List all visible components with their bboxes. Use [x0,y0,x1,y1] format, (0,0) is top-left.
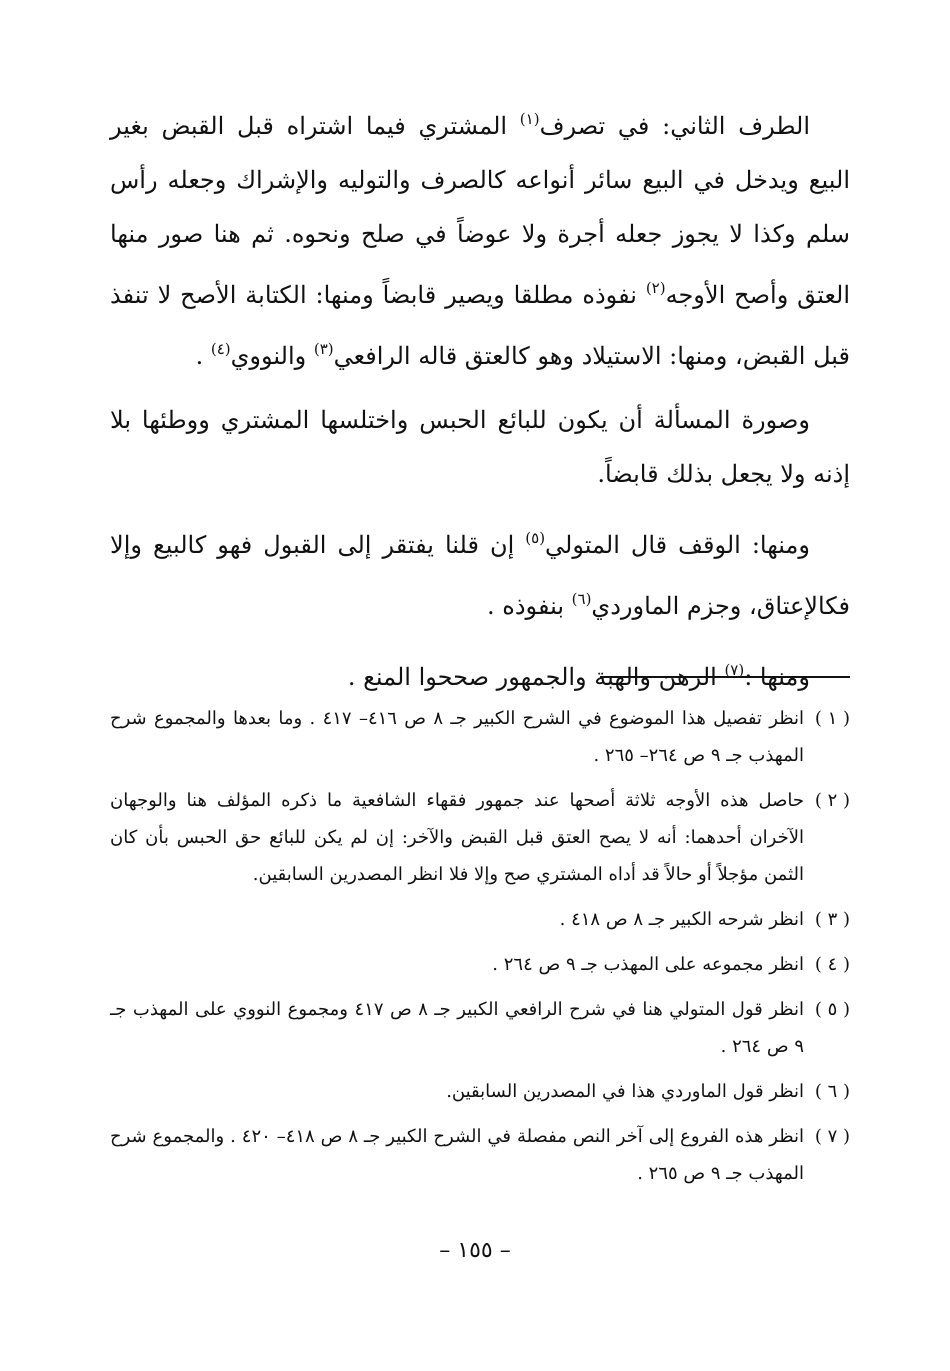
footnote-number: ( ٣ ) [814,909,850,930]
footnote-number: ( ٧ ) [814,1126,850,1147]
footnotes [110,700,850,1200]
paragraph-4 [110,643,850,704]
text-run: بنفوذه . [487,592,572,620]
footnote-text: انظر هذه الفروع إلى آخر النص مفصلة في الشرح الكبير جـ ٨ ص ٤١٨– ٤٢٠ . والمجموع شرح المهذب جـ ٩ ص ٢٦٥ . [110,1126,804,1184]
footnote-ref-5[interactable]: (٥) [525,529,546,547]
footnote-number: ( ٤ ) [814,954,850,975]
footnote-text: انظر قول المتولي هنا في شرح الرافعي الكبير جـ ٨ ص ٤١٧ ومجموع النووي على المهذب جـ ٩ ص ٢٦٤ . [110,999,804,1057]
footnote-ref-7[interactable]: (٧) [724,661,745,679]
footnote-4 [110,946,850,983]
footnote-number: ( ١ ) [814,708,850,729]
footnote-text: انظر مجموعه على المهذب جـ ٩ ص ٢٦٤ . [492,954,804,975]
text-run: الرهن والهبة والجمهور صححوا المنع . [347,663,725,691]
footnote-6 [110,1073,850,1110]
footnote-ref-4[interactable]: (٤) [210,340,231,358]
text-run: والنووي [230,342,314,370]
footnote-ref-2[interactable]: (٢) [645,279,666,297]
footnote-7 [110,1118,850,1192]
paragraph-2: وصورة المسألة أن يكون للبائع الحبس واختلسها المشتري ووطئها بلا إذنه ولا يجعل بذلك قابضاً. [110,406,850,488]
text-run: ومنها : [744,663,810,691]
footnote-1 [110,700,850,774]
text-run: نفوذه مطلقا ويصير قابضاً ومنها: الكتابة الأصح لا تنفذ قبل القبض، ومنها: الاستيلاد وهو كالعتق قاله الرافعي [110,281,850,370]
footnote-text: انظر قول الماوردي هذا في المصدرين السابقين. [446,1081,804,1102]
footnote-ref-1[interactable]: (١) [519,110,540,128]
footnote-2 [110,782,850,893]
footnote-text: حاصل هذه الأوجه ثلاثة أصحها عند جمهور فقهاء الشافعية ما ذكره المؤلف هنا والوجهان الآخران أحدهما: أنه لا يصح العتق قبل القبض والآخر: إن لم يكن للبائع حق الحبس بأن كان الثمن مؤجلاً أو حالاً قد أداه المشتري صح وإلا فلا انظر المصدرين السابقين. [110,790,804,885]
text-run: . [195,342,211,370]
text-run: ومنها: الوقف قال المتولي [545,531,810,559]
footnote-5 [110,991,850,1065]
footnote-ref-6[interactable]: (٦) [571,590,592,608]
paragraph-1 [110,92,850,383]
footnote-separator [600,676,850,678]
footnote-text: انظر تفصيل هذا الموضوع في الشرح الكبير جـ ٨ ص ٤١٦– ٤١٧ . وما بعدها والمجموع شرح المهذب جـ ٩ ص ٢٦٤– ٢٦٥ . [110,708,804,766]
text-run: المشتري فيما اشتراه قبل القبض بغير البيع ويدخل في البيع سائر أنواعه كالصرف والتوليه والإشراك وجعله رأس سلم وكذا لا يجوز جعله أجرة ولا عوضاً في صلح ونحوه. ثم هنا صور منها العتق وأصح الأوجه [110,112,851,309]
page-number: – ١٥٥ – [439,1238,511,1263]
main-text [110,92,850,714]
footnote-number: ( ٢ ) [814,790,850,811]
text-run: إن قلنا يفتقر إلى القبول فهو كالبيع وإلا فكالإعتاق، وجزم الماوردي [110,531,850,620]
footnote-text: انظر شرحه الكبير جـ ٨ ص ٤١٨ . [559,909,804,930]
paragraph-3 [110,511,850,633]
footnote-number: ( ٦ ) [814,1081,850,1102]
footnote-number: ( ٥ ) [814,999,850,1020]
footnote-ref-3[interactable]: (٣) [313,340,334,358]
text-run: الطرف الثاني: في تصرف [539,112,810,140]
footnote-3 [110,901,850,938]
